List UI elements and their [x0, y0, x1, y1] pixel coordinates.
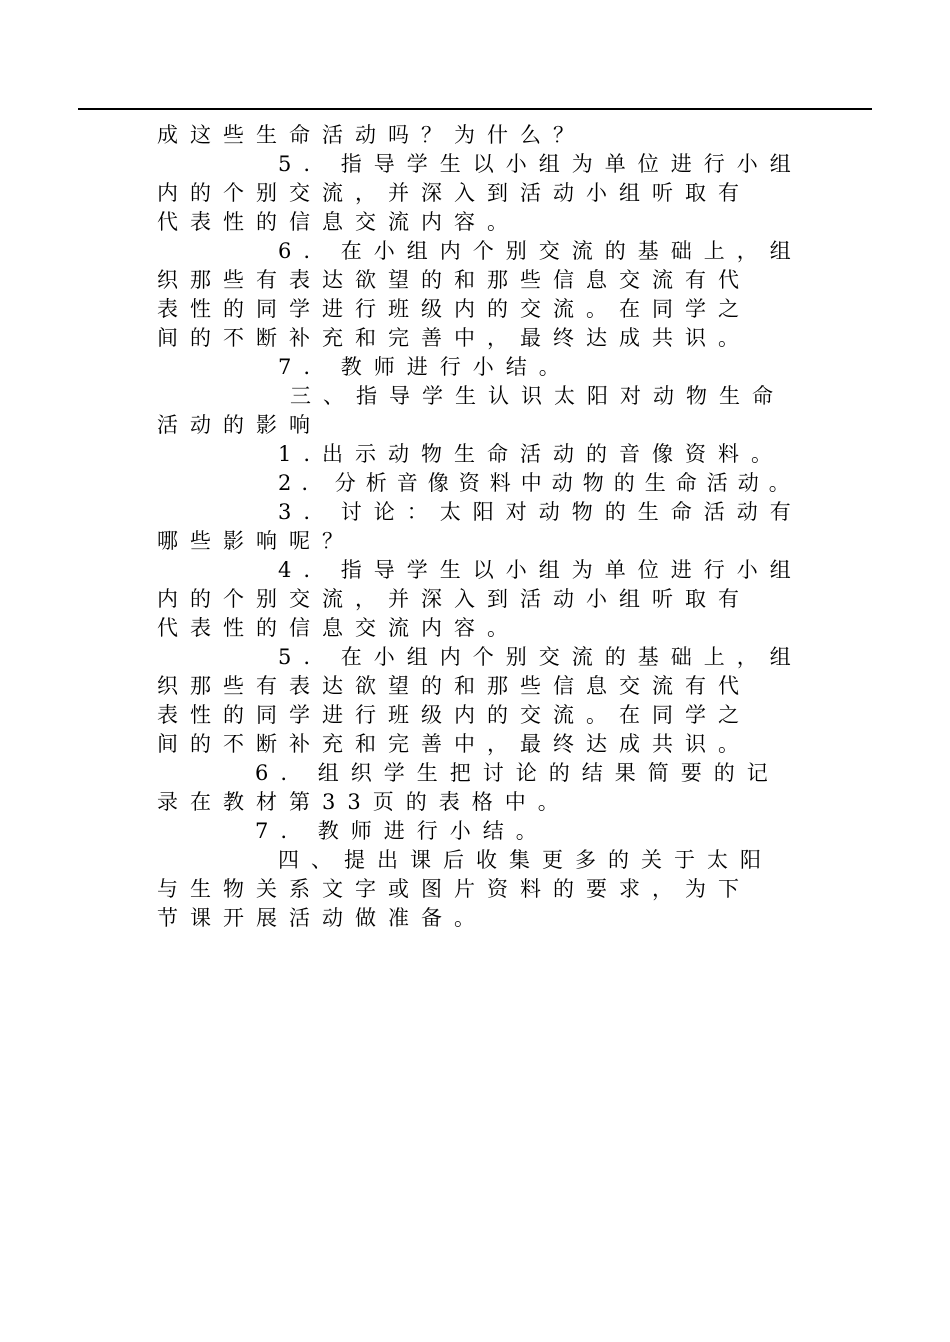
- text-line: 4. 指导学生以小组为单位进行小组: [278, 558, 803, 582]
- text-line: 5. 在小组内个别交流的基础上，组: [278, 645, 803, 669]
- text-line: 2. 分析音像资料中动物的生命活动。: [278, 471, 800, 495]
- text-line: 与生物关系文字或图片资料的要求，为下: [157, 877, 751, 901]
- text-line: 6. 组织学生把讨论的结果简要的记: [255, 761, 780, 785]
- text-line: 间的不断补充和完善中，最终达成共识。: [157, 326, 751, 350]
- section-heading: 三、指导学生认识太阳对动物生命: [290, 384, 785, 408]
- text-line: 代表性的信息交流内容。: [157, 210, 520, 234]
- text-line: 录在教材第33页的表格中。: [157, 790, 571, 814]
- text-line: 哪些影响呢？: [157, 529, 355, 553]
- text-line: 表性的同学进行班级内的交流。在同学之: [157, 297, 751, 321]
- text-line: 7. 教师进行小结。: [255, 819, 549, 843]
- section-heading: 四、提出课后收集更多的关于太阳: [278, 848, 773, 872]
- text-line: 节课开展活动做准备。: [157, 906, 487, 930]
- text-line: 织那些有表达欲望的和那些信息交流有代: [157, 674, 751, 698]
- section-heading: 活动的影响: [157, 413, 322, 437]
- text-line: 3. 讨论：太阳对动物的生命活动有: [278, 500, 803, 524]
- text-line: 5. 指导学生以小组为单位进行小组: [278, 152, 803, 176]
- text-line: 1.出示动物生命活动的音像资料。: [278, 442, 785, 466]
- header-rule: [78, 108, 872, 110]
- text-line: 6. 在小组内个别交流的基础上，组: [278, 239, 803, 263]
- text-line: 织那些有表达欲望的和那些信息交流有代: [157, 268, 751, 292]
- text-line: 表性的同学进行班级内的交流。在同学之: [157, 703, 751, 727]
- text-line: 代表性的信息交流内容。: [157, 616, 520, 640]
- text-line: 7. 教师进行小结。: [278, 355, 572, 379]
- text-line: 内的个别交流，并深入到活动小组听取有: [157, 181, 751, 205]
- text-line: 内的个别交流，并深入到活动小组听取有: [157, 587, 751, 611]
- text-line: 成这些生命活动吗？为什么？: [157, 123, 586, 147]
- text-line: 间的不断补充和完善中，最终达成共识。: [157, 732, 751, 756]
